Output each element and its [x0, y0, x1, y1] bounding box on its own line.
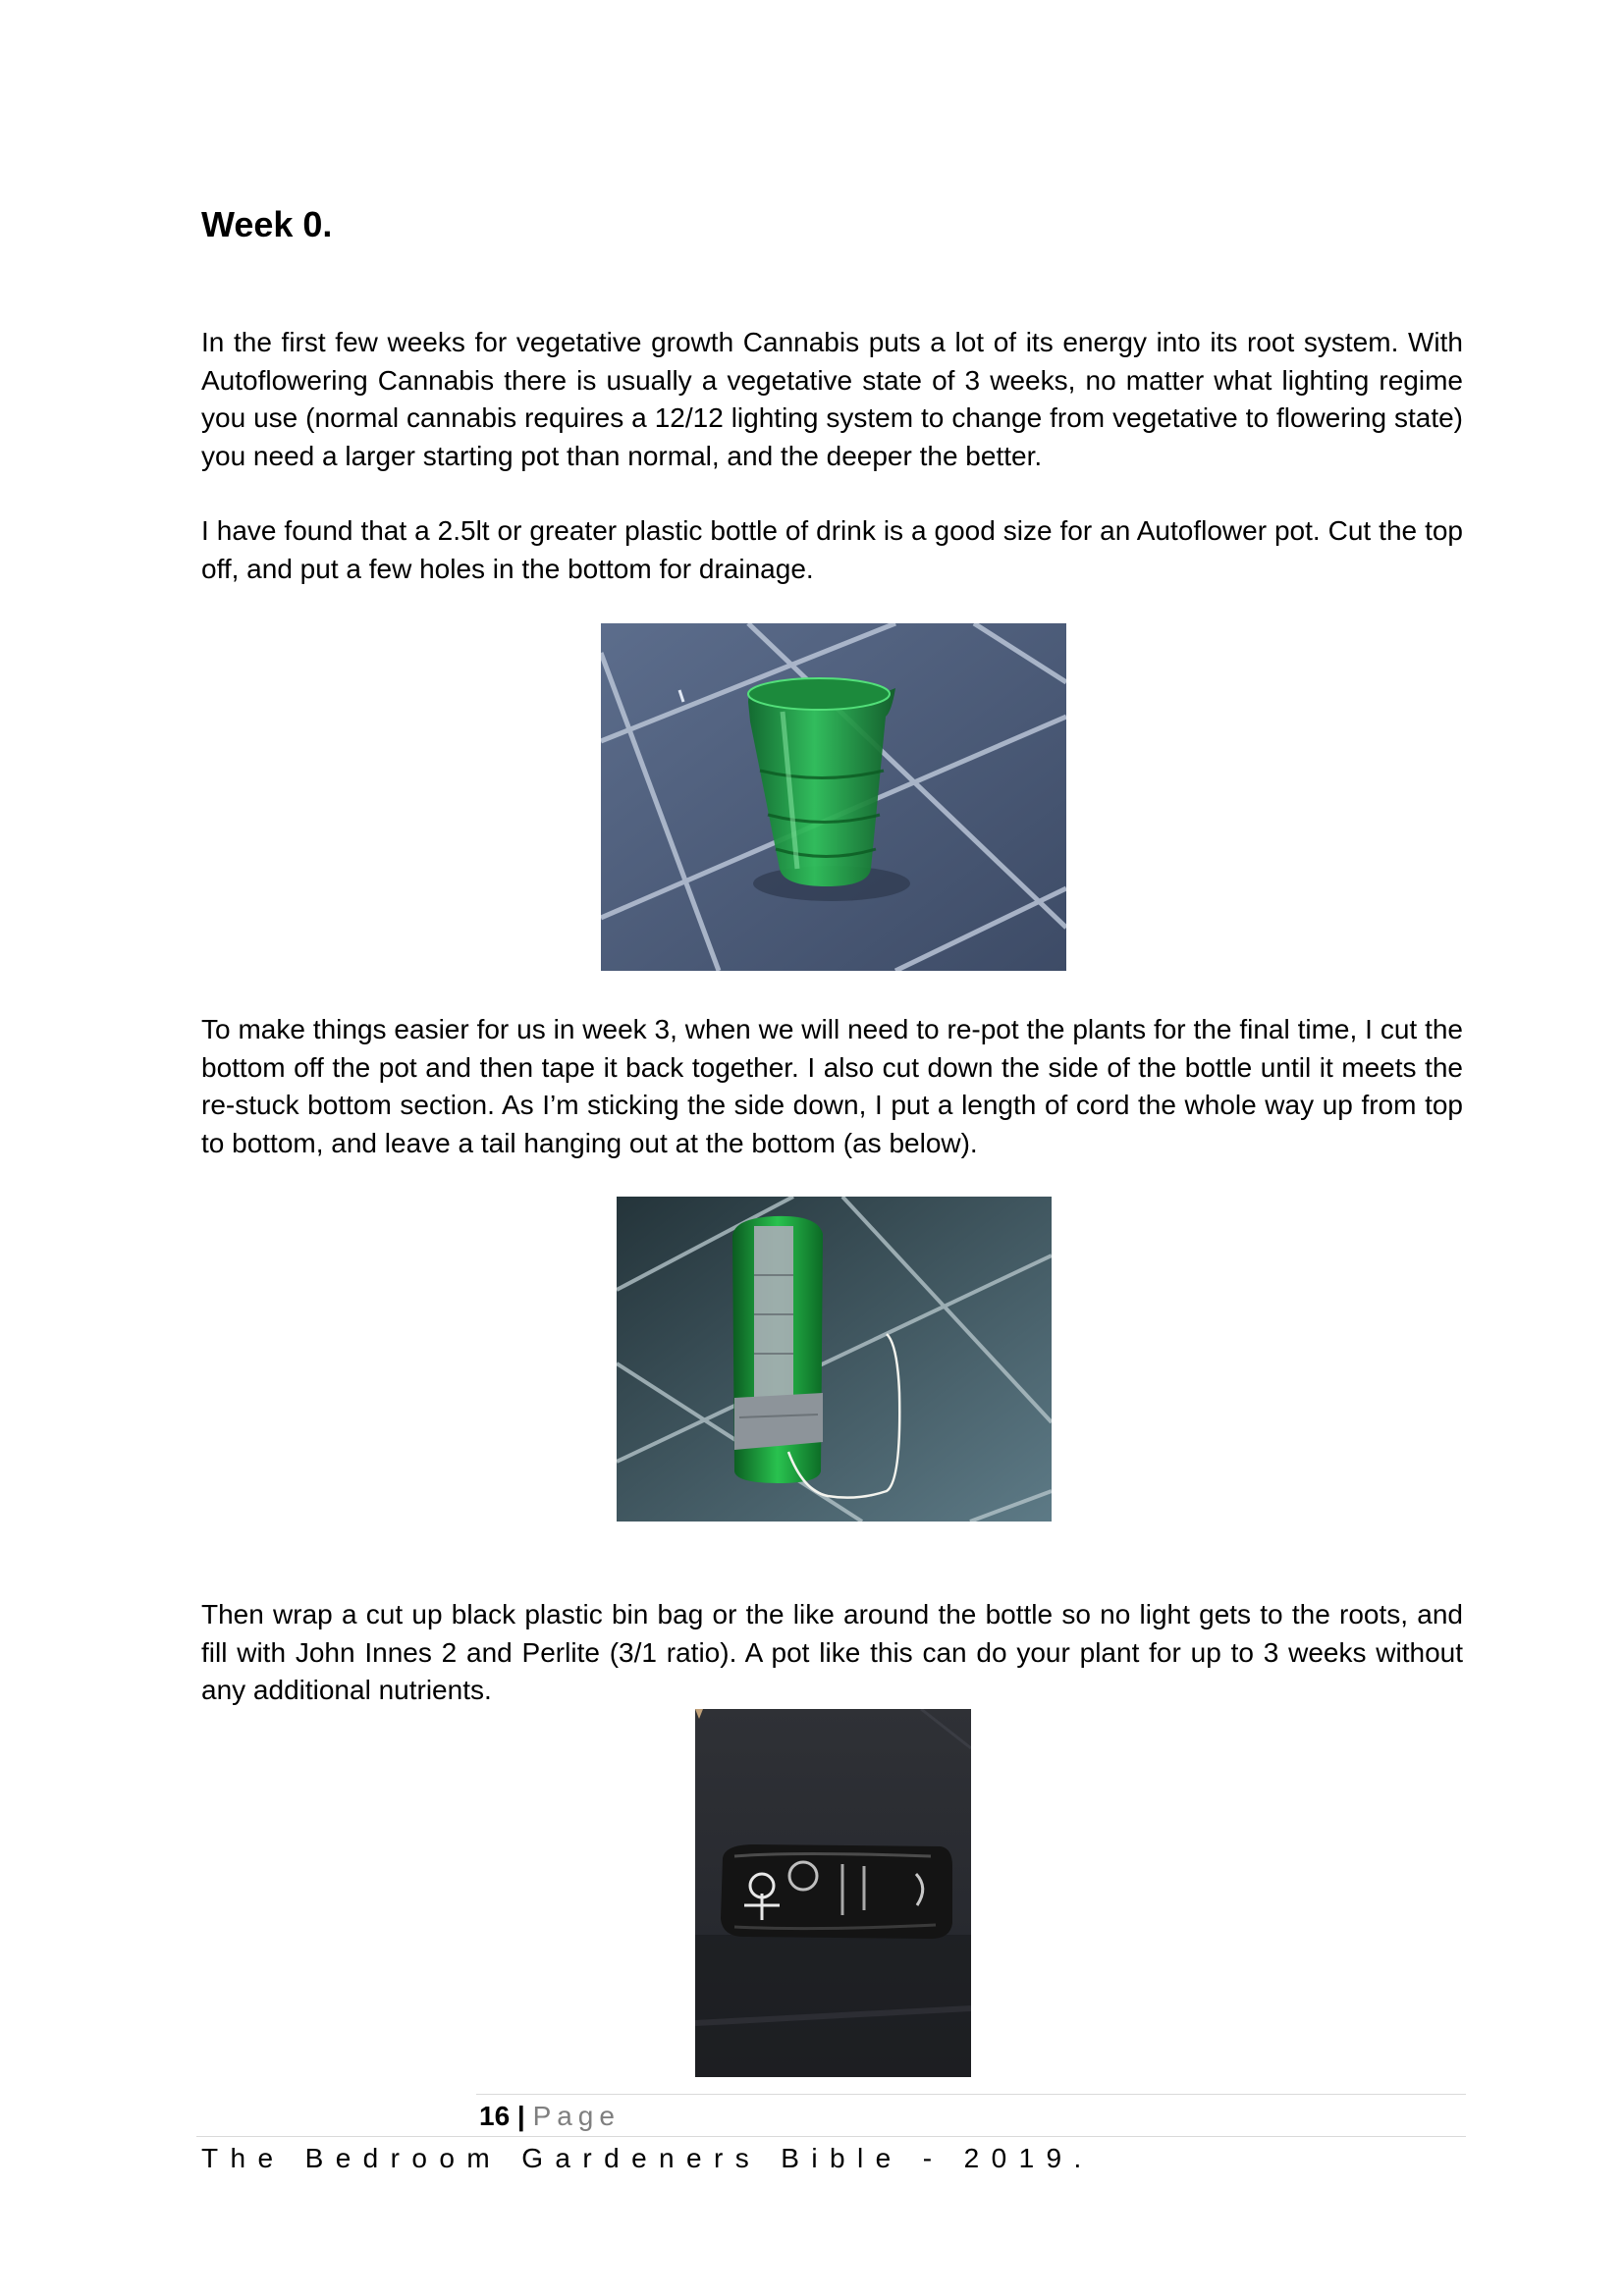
photo-taped-bottle-with-cord	[617, 1197, 1052, 1522]
page-label: Page	[532, 2101, 621, 2131]
book-title: The Bedroom Gardeners Bible - 2019.	[201, 2143, 1094, 2173]
footer-divider-bottom	[196, 2136, 1466, 2137]
page-number-separator: |	[510, 2101, 533, 2131]
paragraph-bottle-pot: I have found that a 2.5lt or greater plastic bottle of drink is a good size for an Autoflower pot. Cut the top off, and put a few holes in the bottom for drainage.	[201, 515, 1463, 584]
paragraph-root-system: In the first few weeks for vegetative growth Cannabis puts a lot of its energy into its root system. With Autoflowering Cannabis there is usually a vegetative state of 3 weeks, no matter what lighting regime you use (normal cannabis requires a 12/12 lighting system to change from vegetative to flowering state) you need a larger starting pot than normal, and the deeper the better.	[201, 327, 1463, 471]
section-heading: Week 0.	[201, 204, 333, 244]
paragraph-wrap-and-fill: Then wrap a cut up black plastic bin bag or the like around the bottle so no light gets to the roots, and fill with John Innes 2 and Perlite (3/1 ratio). A pot like this can do your plant for up to 3 weeks without any additional nutrients.	[201, 1599, 1463, 1705]
photo-bin-bag-wrapped-pot	[695, 1709, 971, 2077]
page-number	[479, 2101, 621, 2132]
photo-cut-bottle-pot	[601, 623, 1066, 971]
paragraph-cut-and-tape: To make things easier for us in week 3, when we will need to re-pot the plants for the final time, I cut the bottom off the pot and then tape it back together. I also cut down the side of the bottle until it meets the re-stuck bottom section. As I’m sticking the side down, I put a length of cord the whole way up from top to bottom, and leave a tail hanging out at the bottom (as below).	[201, 1014, 1463, 1158]
footer-divider-top	[476, 2094, 1466, 2095]
page-number-value: 16	[479, 2101, 511, 2131]
